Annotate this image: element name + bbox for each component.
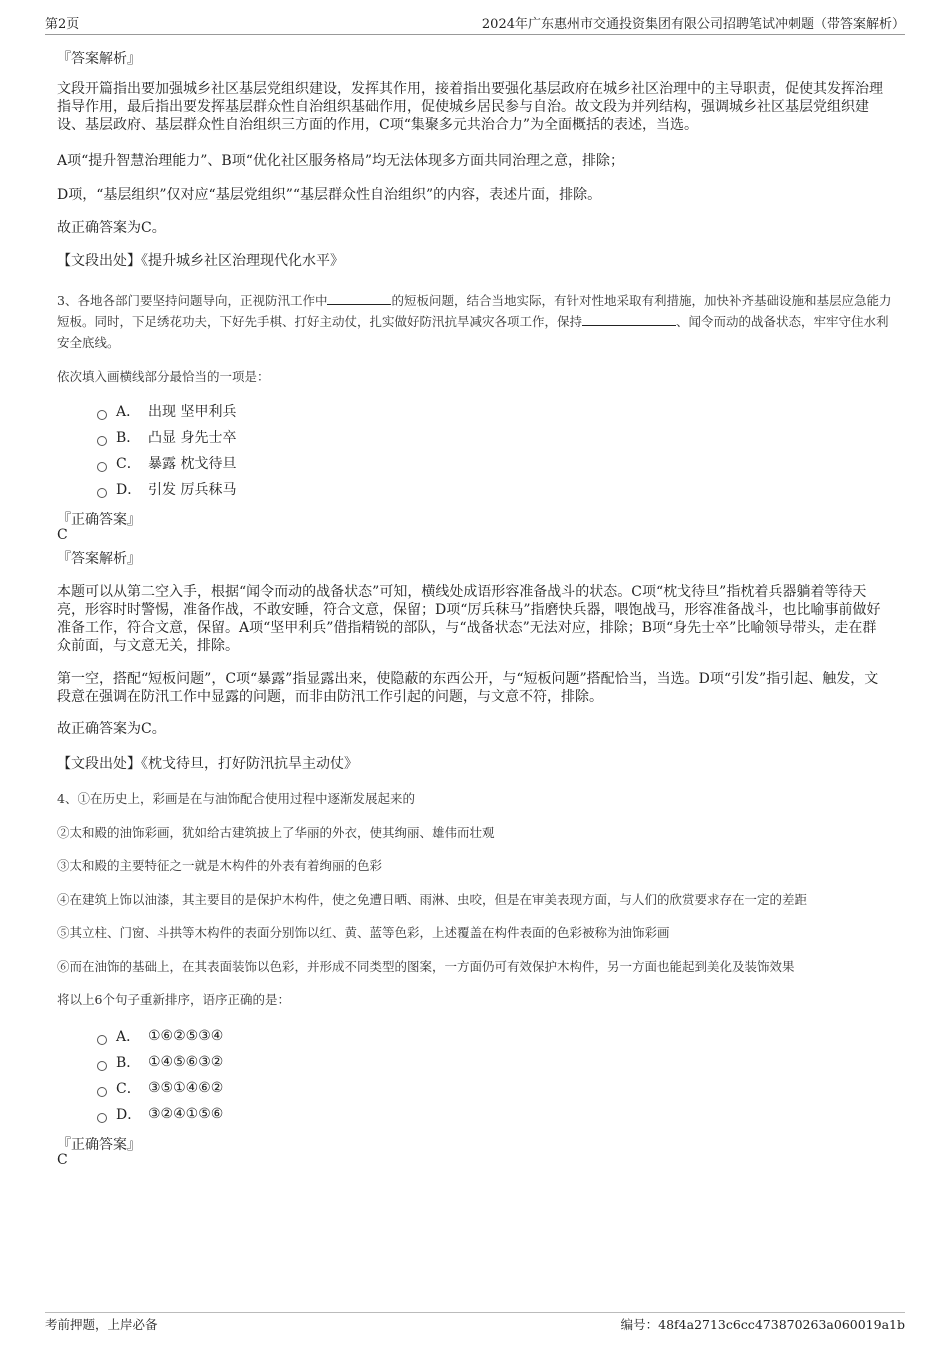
q3-option-a[interactable]	[97, 401, 236, 421]
option-letter: B．	[116, 430, 141, 446]
option-text: 引发 厉兵秣马	[148, 482, 237, 498]
option-text: 暴露 枕戈待旦	[148, 456, 237, 472]
page-footer	[45, 1312, 905, 1333]
q4-answer: C	[57, 1152, 68, 1168]
q3-stem-part3: 、闻令而动的战备状态，牢牢守住水利安全底线。	[57, 314, 889, 350]
radio-icon[interactable]	[97, 410, 107, 420]
radio-icon[interactable]	[97, 488, 107, 498]
q4-sentence-4: ④在建筑上饰以油漆，其主要目的是保护木构件，使之免遭日晒、雨淋、虫咬，但是在审美表现方面，与人们的欣赏要求存在一定的差距	[57, 892, 808, 907]
q4-option-c[interactable]	[97, 1078, 223, 1098]
q4-sentence-6: ⑥而在油饰的基础上，在其表面装饰以色彩，并形成不同类型的图案，一方面仍可有效保护木构件，另一方面也能起到美化及装饰效果	[57, 959, 795, 974]
option-text: 凸显 身先士卒	[148, 430, 237, 446]
q3-conclusion: 故正确答案为C。	[57, 721, 166, 737]
q3-stem-part2: 的短板问题，结合当地实际，有针对性地采取有利措施，加快补齐基础设施和基层应急能力短板。同时，下足绣花功夫，下好先手棋、打好主动仗，扎实做好防汛抗旱减灾各项工作，保持	[57, 293, 892, 329]
radio-icon[interactable]	[97, 1087, 107, 1097]
q4-sentence-2: ②太和殿的油饰彩画，犹如给古建筑披上了华丽的外衣，使其绚丽、雄伟而壮观	[57, 825, 495, 840]
q4-option-d[interactable]	[97, 1104, 223, 1124]
radio-icon[interactable]	[97, 1113, 107, 1123]
footer-serial: 编号：48f4a2713c6cc473870263a060019a1b	[620, 1317, 905, 1332]
q3-stem-part1: 3、各地各部门要坚持问题导向，正视防汛工作中	[57, 293, 328, 308]
q4-sentence-5: ⑤其立柱、门窗、斗拱等木构件的表面分别饰以红、黄、蓝等色彩，上述覆盖在构件表面的色彩被称为油饰彩画	[57, 925, 670, 940]
q2-analysis-para2: A项“提升智慧治理能力”、B项“优化社区服务格局”均无法体现多方面共同治理之意，排除；	[57, 153, 625, 169]
document-title: 2024年广东惠州市交通投资集团有限公司招聘笔试冲刺题（带答案解析）	[481, 17, 905, 32]
radio-icon[interactable]	[97, 1061, 107, 1071]
q3-analysis-para2: 第一空，搭配“短板问题”，C项“暴露”指显露出来，使隐蔽的东西公开，与“短板问题”搭配恰当，当选。D项“引发”指引起、触发，文段意在强调在防汛工作中显露的问题，而非由防汛工作引起的问题，与文意不符，排除。	[57, 671, 879, 705]
option-letter: B．	[116, 1055, 141, 1071]
option-letter: C．	[116, 1081, 141, 1097]
option-text: 出现 坚甲利兵	[148, 404, 237, 420]
q2-analysis-heading: 『答案解析』	[57, 51, 141, 67]
radio-icon[interactable]	[97, 462, 107, 472]
option-text: ③⑤①④⑥②	[148, 1080, 224, 1096]
option-text: ①④⑤⑥③②	[148, 1054, 224, 1070]
q4-sentence-1: 4、①在历史上，彩画是在与油饰配合使用过程中逐渐发展起来的	[57, 791, 415, 806]
q3-blank-2	[582, 313, 676, 326]
q4-option-b[interactable]	[97, 1052, 223, 1072]
q3-analysis-para1: 本题可以从第二空入手，根据“闻令而动的战备状态”可知，横线处成语形容准备战斗的状态。C项“枕戈待旦”指枕着兵器躺着等待天亮，形容时时警惕，准备作战，不敢安睡，符合文意，保留；D项“厉兵秣马”指磨快兵器，喂饱战马，形容准备战斗，也比喻事前做好准备工作，符合文意，保留。A项“坚甲利兵”借指精锐的部队，与“战备状态”无法对应，排除；B项“身先士卒”比喻领导带头，走在群众前面，与文意无关，排除。	[57, 584, 881, 654]
q2-analysis-para1: 文段开篇指出要加强城乡社区基层党组织建设，发挥其作用，接着指出要强化基层政府在城乡社区治理中的主导职责，促使其发挥治理指导作用，最后指出要发挥基层群众性自治组织基础作用，促使城乡居民参与自治。故文段为并列结构，强调城乡社区基层党组织建设、基层政府、基层群众性自治组织三方面的作用，C项“集聚多元共治合力”为全面概括的表述，当选。	[57, 81, 883, 133]
q4-sentence-3: ③太和殿的主要特征之一就是木构件的外表有着绚丽的色彩	[57, 858, 383, 873]
option-letter: D．	[116, 1107, 142, 1123]
radio-icon[interactable]	[97, 436, 107, 446]
q3-answer-heading: 『正确答案』	[57, 512, 141, 528]
q2-analysis-para3: D项，“基层组织”仅对应“基层党组织”“基层群众性自治组织”的内容，表述片面，排除。	[57, 187, 602, 203]
option-letter: C．	[116, 456, 141, 472]
q4-prompt: 将以上6个句子重新排序，语序正确的是：	[57, 992, 290, 1007]
page-header	[45, 10, 905, 35]
q3-option-d[interactable]	[97, 479, 236, 499]
option-letter: A．	[116, 404, 141, 420]
q3-prompt: 依次填入画横线部分最恰当的一项是：	[57, 369, 270, 384]
q3-answer: C	[57, 527, 68, 543]
option-letter: D．	[116, 482, 142, 498]
q3-option-b[interactable]	[97, 427, 236, 447]
q2-conclusion: 故正确答案为C。	[57, 220, 166, 236]
q4-option-a[interactable]	[97, 1026, 223, 1046]
q3-option-c[interactable]	[97, 453, 236, 473]
option-text: ③②④①⑤⑥	[148, 1106, 224, 1122]
q3-source: 【文段出处】《枕戈待旦，打好防汛抗旱主动仗》	[57, 756, 358, 772]
footer-slogan: 考前押题，上岸必备	[45, 1317, 158, 1332]
q3-blank-1	[327, 292, 391, 305]
option-letter: A．	[116, 1029, 141, 1045]
option-text: ①⑥②⑤③④	[148, 1028, 224, 1044]
radio-icon[interactable]	[97, 1035, 107, 1045]
page-number: 第2页	[45, 17, 80, 32]
q2-source: 【文段出处】《提升城乡社区治理现代化水平》	[57, 253, 344, 269]
q3-stem	[57, 290, 897, 353]
q4-answer-heading: 『正确答案』	[57, 1137, 141, 1153]
q3-analysis-heading: 『答案解析』	[57, 551, 141, 567]
